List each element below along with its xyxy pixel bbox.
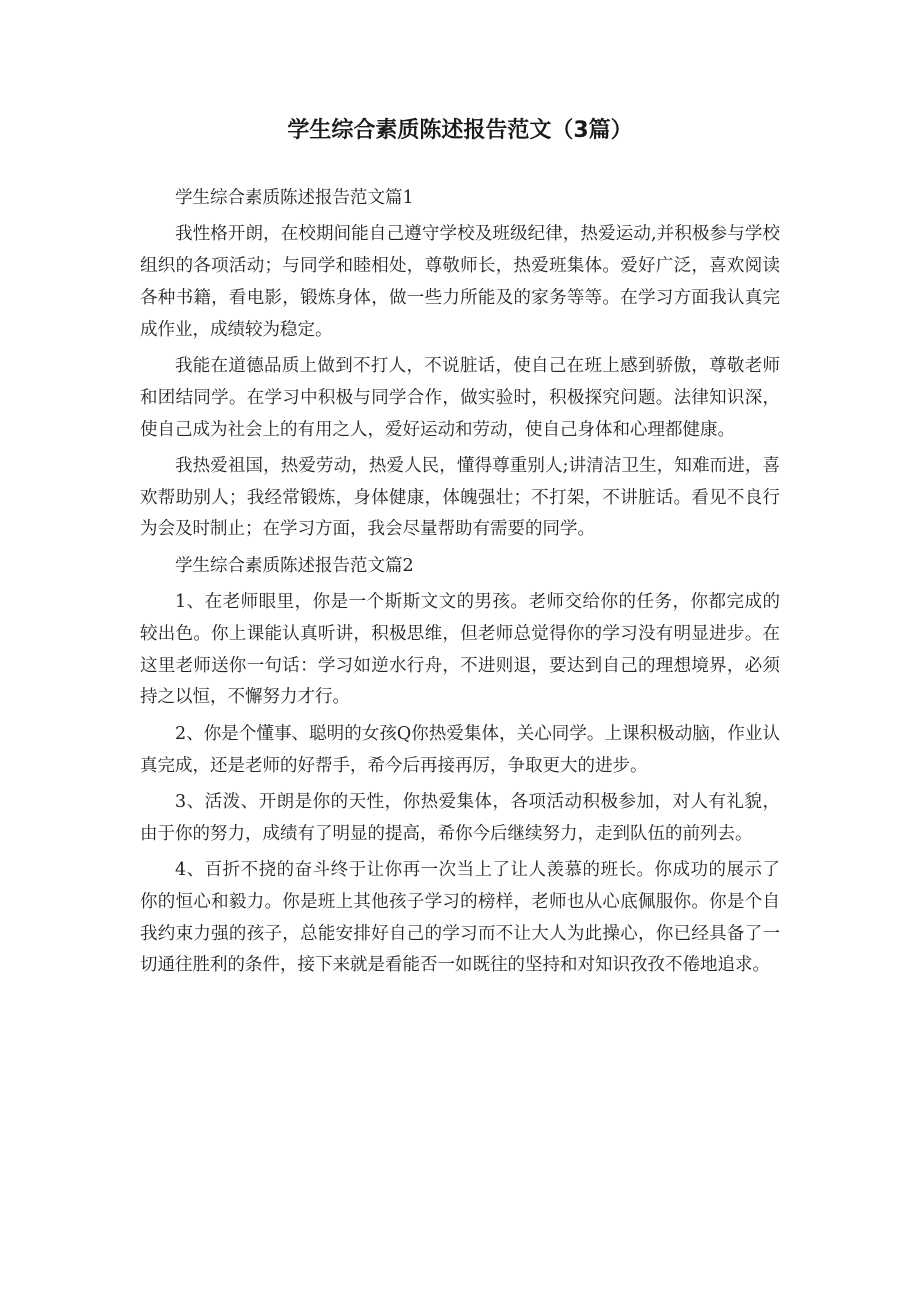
- document-body: [140, 183, 780, 987]
- section-heading-2: 学生综合素质陈述报告范文篇2: [175, 555, 414, 576]
- paragraph: 1、在老师眼里，你是一个斯斯文文的男孩。老师交给你的任务，你都完成的较出色。你上课能认真听讲，积极思维，但老师总觉得你的学习没有明显进步。在这里老师送你一句话：学习如逆水行舟，不进则退，要达到自己的理想境界，必须持之以恒，不懈努力才行。: [140, 592, 780, 708]
- paragraph: 2、你是个懂事、聪明的女孩Q你热爱集体，关心同学。上课积极动脑，作业认真完成，还是老师的好帮手，希今后再接再厉，争取更大的进步。: [140, 723, 780, 776]
- paragraph: 3、活泼、开朗是你的天性，你热爱集体，各项活动积极参加，对人有礼貌，由于你的努力，成绩有了明显的提高，希你今后继续努力，走到队伍的前列去。: [140, 791, 780, 844]
- paragraph: 我性格开朗，在校期间能自己遵守学校及班级纪律，热爱运动,并积极参与学校组织的各项活动；与同学和睦相处，尊敬师长，热爱班集体。爱好广泛，喜欢阅读各种书籍，看电影，锻炼身体，做一些力所能及的家务等等。在学习方面我认真完成作业，成绩较为稳定。: [140, 224, 780, 340]
- paragraph: 我能在道德品质上做到不打人，不说脏话，使自己在班上感到骄傲，尊敬老师和团结同学。在学习中积极与同学合作，做实验时，积极探究问题。法律知识深，使自己成为社会上的有用之人，爱好运动和劳动，使自己身体和心理都健康。: [140, 355, 780, 440]
- document-title: 学生综合素质陈述报告范文（3篇）: [287, 118, 633, 143]
- section-heading-1: 学生综合素质陈述报告范文篇1: [175, 188, 414, 208]
- paragraph: 4、百折不挠的奋斗终于让你再一次当上了让人羡慕的班长。你成功的展示了你的恒心和毅力。你是班上其他孩子学习的榜样，老师也从心底佩服你。你是个自我约束力强的孩子，总能安排好自己的学习而不让大人为此操心，你已经具备了一切通往胜利的条件，接下来就是看能否一如既往的坚持和对知识孜孜不倦地追求。: [140, 859, 780, 976]
- paragraph: 我热爱祖国，热爱劳动，热爱人民，懂得尊重别人;讲清洁卫生，知难而进，喜欢帮助别人；我经常锻炼，身体健康，体魄强壮；不打架，不讲脏话。看见不良行为会及时制止；在学习方面，我会尽量帮助有需要的同学。: [140, 455, 780, 540]
